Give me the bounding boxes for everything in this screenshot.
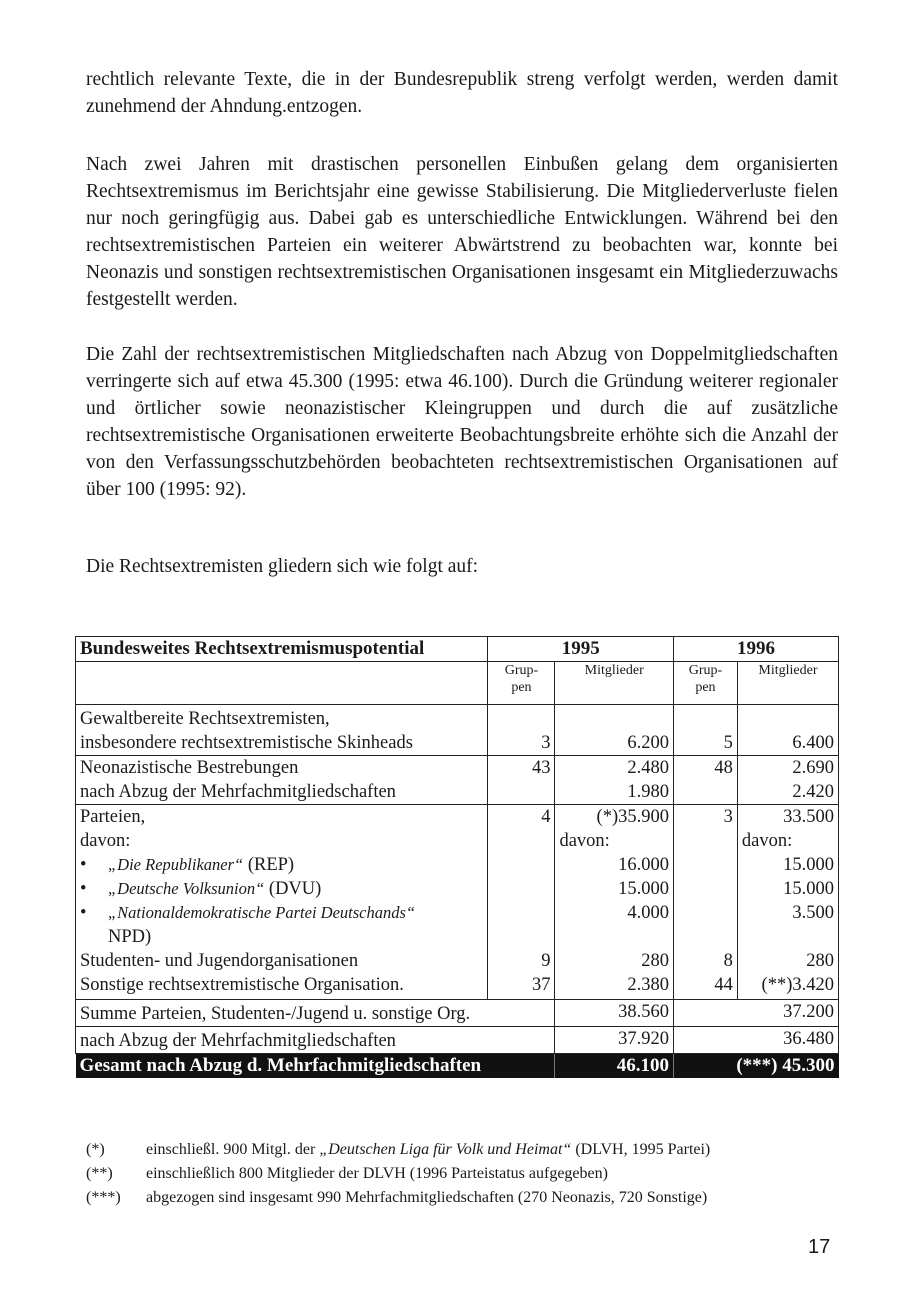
table-row-sum [76, 1000, 839, 1027]
table-row-after-deduction [76, 1027, 839, 1054]
table-row [76, 756, 839, 805]
table-row [76, 949, 839, 973]
list-item [80, 901, 483, 925]
cell-value: 48 [674, 756, 738, 805]
cell-value: 4.000 [627, 903, 669, 923]
groups-1996-header: Grup- pen [674, 662, 738, 705]
footnote-text: einschließlich 800 Mitglieder der DLVH (1996 Parteistatus aufgegeben) [146, 1165, 608, 1182]
potential-table [75, 636, 839, 1078]
cell-value: 15.000 [618, 879, 669, 899]
bullet: • [80, 903, 87, 923]
cell-value: 2.380 [555, 973, 674, 1000]
members-1996-header: Mitglieder [737, 662, 838, 705]
footnotes [86, 1138, 846, 1210]
cell-value: 16.000 [618, 855, 669, 875]
footnote [86, 1186, 846, 1210]
row-label: nach Abzug der Mehrfachmitgliedschaften [80, 782, 396, 802]
cell-value: 33.500 [783, 807, 834, 827]
cell-value: 3.500 [792, 903, 834, 923]
party-abbr: (REP) [243, 855, 295, 875]
cell-value: 37.920 [555, 1027, 674, 1054]
year-1996-header: 1996 [674, 637, 839, 662]
party-abbr: (DVU) [264, 879, 322, 899]
cell-value: 5 [674, 705, 738, 756]
party-name: „Die Republikaner“ [108, 855, 244, 874]
cell-value: 38.560 [555, 1000, 674, 1027]
footnote-mark: (***) [86, 1189, 121, 1206]
bullet: • [80, 879, 87, 899]
table-row [76, 705, 839, 756]
cell-value: 4 [488, 805, 555, 950]
cell-value: 37.200 [674, 1000, 839, 1027]
row-label: Gewaltbereite Rechtsextremisten, [80, 709, 330, 729]
party-abbr: NPD) [108, 927, 152, 947]
cell-label: davon: [741, 831, 793, 851]
footnote-text: einschließl. 900 Mitgl. der [146, 1141, 320, 1158]
cell-value: 6.400 [737, 705, 838, 756]
year-1995-header: 1995 [488, 637, 674, 662]
page-number: 17 [808, 1236, 831, 1258]
cell-value: 15.000 [783, 855, 834, 875]
row-label: Gesamt nach Abzug d. Mehrfachmitgliedschaften [76, 1054, 555, 1079]
cell-value: (*)35.900 [596, 807, 669, 827]
cell-value: 3 [674, 805, 738, 950]
row-label: Parteien, [80, 807, 146, 827]
cell-value: 280 [737, 949, 838, 973]
cell-value: 2.420 [792, 782, 834, 802]
cell-value: 44 [674, 973, 738, 1000]
cell-value: 2.690 [792, 758, 834, 778]
party-name: „Deutsche Volksunion“ [108, 879, 265, 898]
cell-value: 36.480 [674, 1027, 839, 1054]
paragraph-stabilization: Nach zwei Jahren mit drastischen personellen Einbußen gelang dem organisierten Rechtsextremismus im Berichtsjahr eine gewisse Stabilisierung. Die Mitgliederverluste fielen nur noch geringfügig aus. Dabei gab es unterschiedliche Entwicklungen. Während bei den rechtsextremistischen Parteien ein weiterer Abwärtstrend zu beobachten war, konnte bei Neonazis und sonstigen rechtsextremistischen Organisationen insgesamt ein Mitgliederzuwachs festgestellt werden. [86, 154, 838, 310]
cell-value: (***) 45.300 [674, 1054, 839, 1079]
cell-value: (**)3.420 [737, 973, 838, 1000]
cell-value: 37 [488, 973, 555, 1000]
cell-value: 1.980 [627, 782, 669, 802]
members-1995-header: Mitglieder [555, 662, 674, 705]
row-label: Neonazistische Bestrebungen [80, 758, 299, 778]
footnote-text: abgezogen sind insgesamt 990 Mehrfachmitgliedschaften (270 Neonazis, 720 Sonstige) [146, 1189, 708, 1206]
footnote-text: „Deutschen Liga für Volk und Heimat“ [319, 1141, 572, 1158]
bullet: • [80, 855, 87, 875]
footnote [86, 1162, 846, 1186]
table-row [76, 973, 839, 1000]
table-row-total [76, 1054, 839, 1079]
table-row [76, 805, 839, 950]
cell-label: davon: [559, 831, 610, 851]
footnote [86, 1138, 846, 1162]
row-label: Sonstige rechtsextremistische Organisation. [76, 973, 488, 1000]
cell-value: 8 [674, 949, 738, 973]
footnote-mark: (**) [86, 1165, 113, 1182]
row-label: insbesondere rechtsextremistische Skinheads [80, 733, 413, 753]
cell-value: 280 [555, 949, 674, 973]
cell-value: 2.480 [627, 758, 669, 778]
cell-value: 46.100 [555, 1054, 674, 1079]
table-subheader-row [76, 662, 839, 705]
list-item [80, 853, 483, 877]
paragraph-table-intro: Die Rechtsextremisten gliedern sich wie folgt auf: [86, 556, 479, 577]
cell-value: 9 [488, 949, 555, 973]
cell-value: 6.200 [555, 705, 674, 756]
cell-value: 3 [488, 705, 555, 756]
table-title: Bundesweites Rechtsextremismuspotential [76, 637, 488, 662]
list-item [80, 877, 483, 901]
paragraph-membership-count: Die Zahl der rechtsextremistischen Mitgliedschaften nach Abzug von Doppelmitgliedschaften verringerte sich auf etwa 45.300 (1995: etwa 46.100). Durch die Gründung weiterer regionaler und örtlicher sowie neonazistischer Kleingruppen und durch die auf zusätzliche rechtsextremistische Organisationen erweiterte Beobachtungsbreite erhöhte sich die Anzahl der von den Verfassungsschutzbehörden beobachteten rechtsextremistischen Organisationen auf über 100 (1995: 92). [86, 344, 838, 500]
table-header-row [76, 637, 839, 662]
paragraph-intro: rechtlich relevante Texte, die in der Bundesrepublik streng verfolgt werden, werden damit zunehmend der Ahndung.entzogen. [86, 69, 838, 117]
groups-1995-header: Grup- pen [488, 662, 555, 705]
row-label: davon: [80, 831, 131, 851]
cell-value: 15.000 [783, 879, 834, 899]
row-label: Summe Parteien, Studenten-/Jugend u. sonstige Org. [76, 1000, 555, 1027]
party-name: „Nationaldemokratische Partei Deutschands“ [108, 903, 416, 922]
footnote-mark: (*) [86, 1141, 105, 1158]
footnote-text: (DLVH, 1995 Partei) [571, 1141, 711, 1158]
cell-value: 43 [488, 756, 555, 805]
row-label: nach Abzug der Mehrfachmitgliedschaften [76, 1027, 555, 1054]
row-label: Studenten- und Jugendorganisationen [76, 949, 488, 973]
